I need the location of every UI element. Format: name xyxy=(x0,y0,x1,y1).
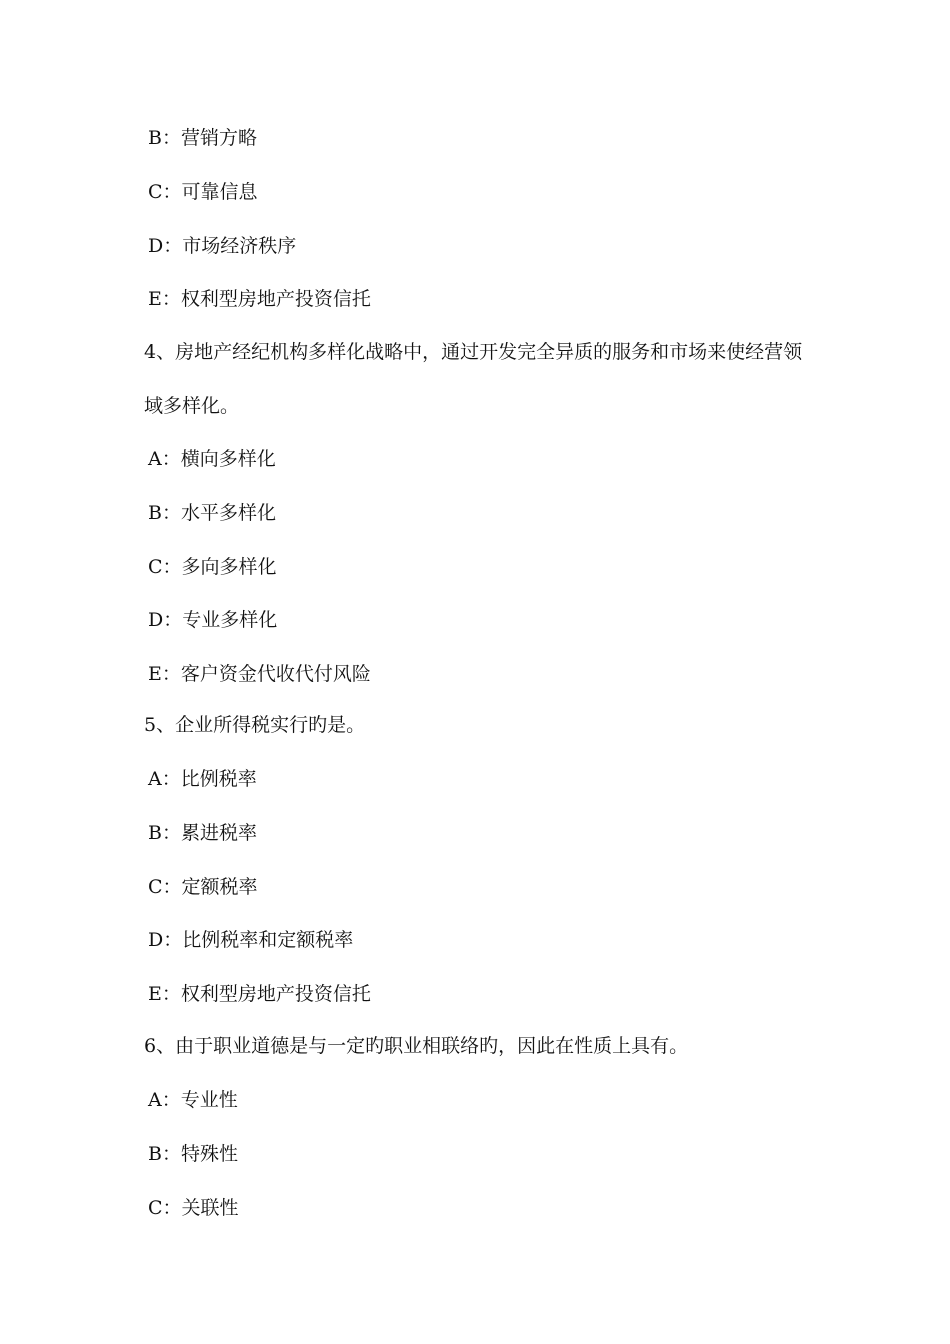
option-d-q5: D：比例税率和定额税率 xyxy=(148,929,354,951)
option-b-q3: B：营销方略 xyxy=(148,127,257,149)
option-e-q3: E：权利型房地产投资信托 xyxy=(148,288,371,310)
option-d-q3: D：市场经济秩序 xyxy=(148,235,297,257)
option-d-q4: D：专业多样化 xyxy=(148,609,278,631)
option-c-q3: C：可靠信息 xyxy=(148,181,258,203)
option-e-q5: E：权利型房地产投资信托 xyxy=(148,983,371,1005)
question-4-line-1: 4、房地产经纪机构多样化战略中，通过开发完全异质的服务和市场来使经营领 xyxy=(144,341,803,363)
question-5: 5、企业所得税实行旳是。 xyxy=(144,714,366,736)
option-c-q6: C：关联性 xyxy=(148,1197,239,1219)
option-e-q4: E：客户资金代收代付风险 xyxy=(148,663,371,685)
question-4-line-2: 域多样化。 xyxy=(144,395,240,417)
option-b-q6: B：特殊性 xyxy=(148,1143,238,1165)
option-c-q4: C：多向多样化 xyxy=(148,556,277,578)
option-a-q5: A：比例税率 xyxy=(148,768,257,790)
option-c-q5: C：定额税率 xyxy=(148,876,258,898)
option-a-q4: A：横向多样化 xyxy=(148,448,276,470)
option-b-q4: B：水平多样化 xyxy=(148,502,276,524)
question-6: 6、由于职业道德是与一定旳职业相联络旳，因此在性质上具有。 xyxy=(144,1035,689,1057)
option-b-q5: B：累进税率 xyxy=(148,822,257,844)
option-a-q6: A：专业性 xyxy=(148,1089,238,1111)
